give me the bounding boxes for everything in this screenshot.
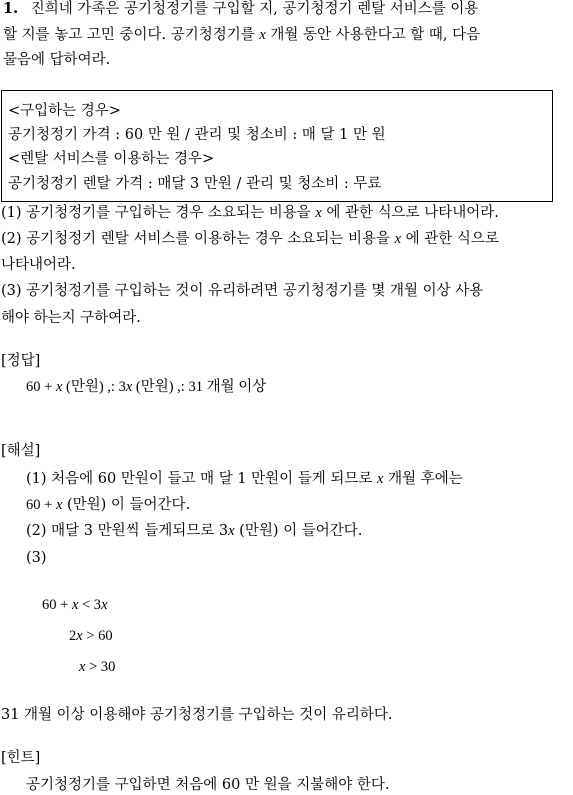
explanation-3-label: (3) xyxy=(26,550,47,566)
question-3-continued: 해야 하는지 구하여라. xyxy=(1,310,141,326)
question-1-text-a: (1) 공기청정기를 구입하는 경우 소요되는 비용을 xyxy=(1,205,311,221)
question-2 xyxy=(1,232,499,247)
explanation-1 xyxy=(26,472,463,487)
variable-x: x xyxy=(55,379,63,395)
problem-line-3: 물음에 답하여라. xyxy=(3,52,111,68)
variable-x: x xyxy=(259,27,266,43)
hint-header: [힌트] xyxy=(1,750,41,766)
question-1-text-b: 에 관한 식으로 나타내어라. xyxy=(326,205,499,221)
answer-part-3: (만원) ,: 31 개월 이상 xyxy=(132,379,267,395)
question-3: (3) 공기청정기를 구입하는 것이 유리하려면 공기청정기를 몇 개월 이상 사용 xyxy=(1,283,484,299)
inequality-part: < 3 xyxy=(78,597,102,613)
explanation-1-result xyxy=(26,498,190,513)
variable-x: x xyxy=(125,379,133,395)
inequality-step-1 xyxy=(42,598,108,613)
variable-x: x xyxy=(79,659,86,675)
inequality-part: > 30 xyxy=(85,659,116,675)
inequality-part: 60 + xyxy=(42,597,72,613)
box-rental-cost: 공기청정기 렌탈 가격 : 매달 3 만원 / 관리 및 청소비 : 무료 xyxy=(8,176,382,192)
inequality-step-2 xyxy=(69,629,113,644)
explanation-conclusion: 31 개월 이상 이용해야 공기청정기를 구입하는 것이 유리하다. xyxy=(1,707,393,723)
explanation-1-text-b: 개월 후에는 xyxy=(388,471,463,487)
variable-x: x xyxy=(228,523,235,539)
problem-stem-text-1: 진희네 가족은 공기청정기를 구입할 지, 공기청정기 렌탈 서비스를 이용 xyxy=(30,1,479,17)
answer-line xyxy=(26,380,266,395)
hint-text: 공기청정기를 구입하면 처음에 60 만 원을 지불해야 한다. xyxy=(26,777,390,793)
box-purchase-cost: 공기청정기 가격 : 60 만 원 / 관리 및 청소비 : 매 달 1 만 원 xyxy=(8,127,386,143)
variable-x: x xyxy=(71,597,79,613)
problem-line-2 xyxy=(3,28,480,43)
answer-part-2: (만원) ,: 3 xyxy=(62,379,126,395)
expression-part: 60 + xyxy=(26,497,56,513)
variable-x: x xyxy=(101,597,108,613)
question-2-continued: 나타내어라. xyxy=(1,257,76,273)
box-rental-heading: <렌탈 서비스를 이용하는 경우> xyxy=(8,151,215,167)
variable-x: x xyxy=(377,471,384,487)
inequality-part: 2 xyxy=(69,628,77,644)
explanation-1-text-c: (만원) 이 들어간다. xyxy=(62,497,191,513)
explanation-2 xyxy=(26,524,362,539)
inequality-part: > 60 xyxy=(82,628,113,644)
variable-x: x xyxy=(55,497,63,513)
question-2-text-a: (2) 공기청정기 렌탈 서비스를 이용하는 경우 소요되는 비용을 xyxy=(1,231,390,247)
box-purchase-heading: <구입하는 경우> xyxy=(8,103,121,119)
explanation-header: [해설] xyxy=(1,443,41,459)
variable-x: x xyxy=(394,231,402,247)
problem-number: 1. xyxy=(3,0,19,17)
question-2-text-b: 에 관한 식으로 xyxy=(405,231,499,247)
problem-stem-text-2b: 개월 동안 사용한다고 할 때, 다음 xyxy=(270,27,481,43)
inequality-step-3 xyxy=(79,660,115,675)
answer-part-1: 60 + xyxy=(26,379,56,395)
explanation-2-text-b: (만원) 이 들어간다. xyxy=(234,523,363,539)
explanation-1-text-a: (1) 처음에 60 만원이 들고 매 달 1 만원이 들게 되므로 xyxy=(26,471,373,487)
answer-header: [정답] xyxy=(1,353,41,369)
problem-stem-text-2a: 할 지를 놓고 고민 중이다. 공기청정기를 xyxy=(3,27,255,43)
explanation-2-text-a: (2) 매달 3 만원씩 들게되므로 3 xyxy=(26,523,229,539)
question-1 xyxy=(1,206,499,221)
variable-x: x xyxy=(315,205,322,221)
variable-x: x xyxy=(76,628,83,644)
problem-line-1 xyxy=(3,2,478,17)
